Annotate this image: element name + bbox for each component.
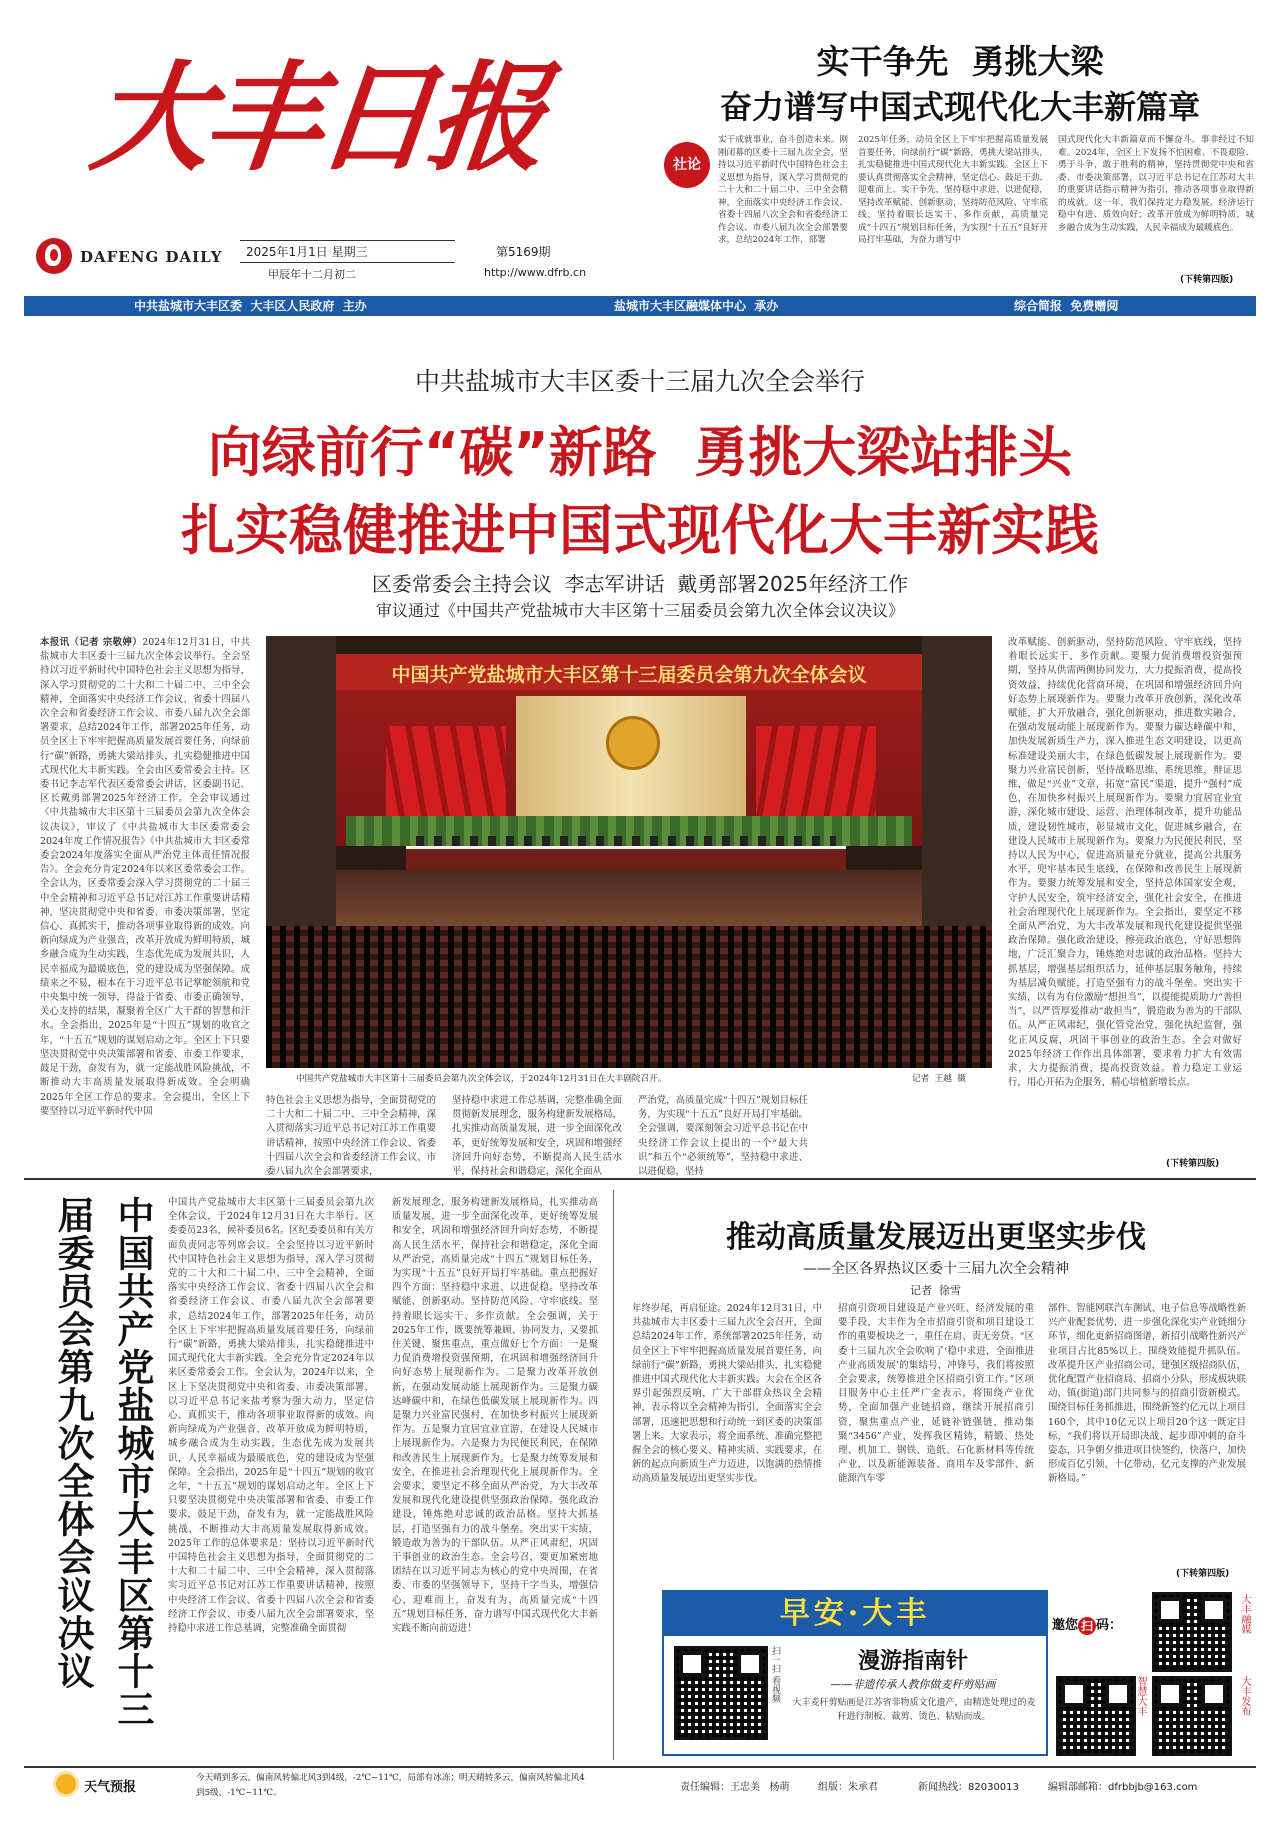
editorial-badge-label: 社论 [673,157,701,173]
resolution-column-2: 新发展理念，服务构建新发展格局，扎实推动高质量发展，进一步全面深化改革，更好统筹发展和安全，巩固和增强经济回升向好态势，不断提高人民生活水平，保持社会和谐稳定，深化全面从严治党，高质量完成“十四五”规划目标任务，为实现“十五五”良好开局打牢基础。重点把握好四个方面：坚持稳中求进、以进促稳。坚持改革赋能、创新驱动。坚持防范风险、守牢底线。坚持着眼长远实干、多作贡献。全会强调，关于2025年工作，既要统筹兼顾、协同发力，又要抓住关键、聚焦重点，重点做好七个方面：一是聚力促消费增投资强预期，在巩固和增强经济回升向好态势上展现新作为。二是聚力改革开放创新，在强动发展动能上展现新作为。三是聚力碳达峰碳中和，在绿色低碳发展上展现新作为。四是聚力兴业富民强村，在加快乡村振兴上展现新作为。五是聚力宜居宜业宜游，在建设人民城市上展现新作为。六是聚力为民便民利民，在保障和改善民生上展现新作为。七是聚力统筹发展和安全，在推进社会治理现代化上展现新作为。全会要求，要坚定不移全面从严治党，为大丰改革发展和现代化建设提供坚强政治保障。强化政治建设，锤炼绝对忠诚的政治品格。坚持大抓基层，打造坚强有力的战斗堡垒。突出实干实绩，锻造敢为善为的干部队伍。从严正风肃纪，巩固干事创业的政治生态。全会号召，要更加紧密地团结在以习近平同志为核心的党中央周围，在省委、市委的坚强领导下，坚持干字当头，增强信心，迎难而上，奋发有为，高质量完成“十四五”规划目标任务，奋力谱写中国式现代化大丰新实践不断向前迈进！ [392,1197,598,1635]
editorial-col-3: 国式现代化大丰新篇章而不懈奋斗。事非经过不知难。2024年，全区上下发扬不怕困难、不畏艰险、勇于斗争，敢于胜利的精神，坚持贯彻党中央和省委、市委决策部署，以习近平总书记在江苏对大丰的重要讲话指示精神为指引，推动各项事业取得新的成就。这一年，我们保持定力稳发展，经济运行稳中有进、质效向好；改革开放成为鲜明特质，城乡融合成为生动实践，人民幸福成为最暖底色。 [1058,135,1254,233]
sponsor-host: 中共盐城市大丰区委 大丰区人民政府 主办 [134,299,367,313]
second-column-3: 部件、智能网联汽车测试、电子信息等战略性新兴产业配套优势，进一步强化深化实产业链细分环节，细化更新招商图谱，新招引战略性新兴产业项目占比85%以上。围绕效能提升抓队伍。改革提升区产业招商公司，建强区级招商队伍，优化配置产业招商局、招商小分队，形成板块联动、镇(街道)部门共同参与的招商引资新模式。围绕目标任务抓推进，围绕新签约亿元以上项目160个，其中10亿元以上项目20个这一既定目标，“我们将以开局即决战、起步即冲刺的奋斗姿态，只争朝夕推进项目快签约，快落户，加快形成百亿引领，十亿带动，亿元支撑的产业发展新格局。” [1048,1303,1246,1485]
lead-right-column: 改革赋能、创新驱动，坚持防范风险、守牢底线，坚持着眼长远实干、多作贡献。要聚力促消费增投资强预期，坚持从供需两侧协同发力，大力提振消费，提高投资效益，持续优化营商环境，在巩固和增强经济回升向好态势上展现新作为。要聚力改革开放创新，深化改革赋能，扩大开放融合，强化创新驱动，推进数实融合，在强动发展动能上展现新作为。要聚力碳达峰碳中和，加快发展新质生产力，深入推进生态文明建设，以更高标准建设美丽大丰，在绿色低碳发展上展现新作为。要聚力兴业富民创新，坚持战略思维、系统思维，辩证思维，做足“兴业”文章，拓宽“富民”渠道，提升“强村”成色，在加快乡村振兴上展现新作为。要聚力宜居宜业宜游，深化城市建设、运营、治理体制改革，提升功能品质，建设韧性城市，彰显城市文化，促进城乡融合，在建设人民城市上展现新作为。要聚力为民便民利民，坚持以人民为中心，促进高质量充分就业，提高公共服务水平，兜牢基本民生底线，在保障和改善民生上展现新作为。要聚力统筹发展和安全，坚持总体国家安全观，守护人民安全，筑牢经济安全，强化社会安全，在推进社会治理现代化上展现新作为。全会指出，要坚定不移全面从严治党，为大丰改革发展和现代化建设提供坚强政治保障。强化政治建设，擦亮政治底色，守好思想阵地，广泛汇聚合力，锤炼绝对忠诚的政治品格。坚持大抓基层，增强基层组织活力，延伸基层服务触角，持续为基层减负赋能，打造坚强有力的战斗堡垒。突出实干实绩，以有为有位激励“想担当”，以提能提质助力“善担当”，以严管厚爱推动“敢担当”，锻造敢为善为的干部队伍。从严正风肃纪，强化管党治党，强化执纪监督，强化正风反腐，巩固干事创业的政治生态。全会对做好2025年经济工作作出具体部署，要求着力扩大有效需求，大力提振消费，提高投资效益。着力稳定工业运行，用心开拓为企服务，精心培植新增长点。 [1008,637,1242,1089]
lead-subhead-1: 区委常委会主持会议 李志军讲话 戴勇部署2025年经济工作 [371,572,909,596]
weather-icon [56,1774,76,1794]
footer-email[interactable]: 编辑部邮箱：dfrbbjb@163.com [1048,1782,1198,1793]
free-distribution: 综合简报 免费赠阅 [1014,299,1119,313]
newspaper-title: 大丰日报 [85,48,548,187]
lead-left-text: 2024年12月31日，中共盐城市大丰区委十三届九次全体会议举行。全会坚持以习近平新时代中国特色社会主义思想为指导，深入学习贯彻党的二十大和二十届二中、三中全会精神，全面落实中央经济工作会议、省委十四届八次全会和省委经济工作会议、市委八届九次全会部署要求，总结2024年工作，部署2025年任务，动员全区上下牢牢把握高质量发展首要任务，向绿前行“碳”新路，勇挑大梁站排头，扎实稳健推进中国式现代化大丰新实践。全会由区委常委会主持。区委书记李志军代表区委常委会讲话，区委副书记、区长戴勇部署2025年经济工作。全会审议通过《中共盐城市大丰区第十三届委员会第九次全体会议决议》，审议了《中共盐城市大丰区委常委会2024年度工作情况报告》《中共盐城市大丰区委常委会2024年度落实全面从严治党主体责任情况报告》。全会充分肯定2024年以来区委常委会工作。全会认为，区委常委会深入学习贯彻党的二十届三中全会精神和习近平总书记对江苏工作重要讲话精神，坚决贯彻党中央和省委、市委决策部署，坚定信心、真抓实干，推动各项事业取得新的成效。向新向绿成为产业强音，改革开放成为鲜明特质，城乡融合成为生动实践，生态优先成为发展共识，人民幸福成为最暖底色，党的建设成为坚强保障。成绩来之不易，根本在于习近平总书记掌舵领航和党中央集中统一领导，得益于省委、市委正确领导，关心支持的结果，凝聚着全区广大干群的智慧和汗水。全会指出，2025年是“十四五”规划的收官之年，“十五五”规划的谋划启动之年。全区上下只要坚决贯彻党中央决策部署和省委、市委工作要求，鼓足干劲，奋发有为，就一定能战胜风险挑战，不断推动大丰高质量发展取得新成效。全会明确2025年全区工作总的要求。全会提出，全区上下要坚持以习近平新时代中国 [40,637,250,1117]
slogan-line-2: 奋力谱写中国式现代化大丰新篇章 [719,88,1200,126]
editorial [660,130,1260,290]
qr-code-dafeng-media[interactable] [1152,1592,1232,1672]
logo-icon [36,238,72,274]
sponsor-bar [24,296,1256,316]
website-url[interactable]: http://www.dfrb.cn [484,266,587,279]
assembly-photo [266,636,992,1068]
footer-editor: 责任编辑：王忠美 杨萌 [680,1782,790,1793]
promo-title: 漫游指南针 [857,1648,968,1674]
editorial-col-1: 实干成就事业，奋斗创造未来。刚刚闭幕的区委十三届九次全会，坚持以习近平新时代中国特色社会主义思想为指导，深入学习贯彻党的二十大和二十届二中、三中全会精神，全面落实中央经济工作会议、省委十四届八次全会和省委经济工作会议、市委八届九次全会部署要求，总结2024年工作，部署 [718,135,848,245]
lead-bottom-column-3: 坚持稳中求进工作总基调，完整准确全面贯彻新发展理念，服务构建新发展格局，扎实推动高质量发展，进一步全面深化改革，更好统筹发展和安全，巩固和增强经济回升向好态势，不断提高人民生活水平，保持社会和谐稳定，深化全面从 [452,1095,622,1178]
promo-description: 大丰麦秆剪贴画是江苏省非物质文化遗产，由精选处理过的麦秆进行制板、裁剪、烫色、粘贴而成。 [792,1698,1036,1722]
scan-icon-label: 扫 [1081,1618,1094,1633]
lead-bottom-column-4: 严治党，高质量完成“十四五”规划目标任务，为实现“十五五”良好开局打牢基础。全会强调，要深刻领会习近平总书记在中央经济工作会议上提出的一个“最大共识”和五个“必须统筹”，坚持稳中求进、以进促稳，坚持 [638,1095,808,1178]
footer-layout: 组版：朱承君 [818,1782,878,1793]
lunar-date: 甲辰年十二月初二 [268,268,356,281]
invite-text [1052,1614,1122,1635]
promo-qr-label: 扫一扫 看视频 [770,1646,780,1703]
qr-label-dafeng-release: 大丰发布 [1239,1676,1250,1716]
section-divider [24,1178,1256,1180]
invite-suffix: 码： [1096,1618,1123,1633]
english-name: DAFENG DAILY [80,248,223,266]
editorial-col-2: 2025年任务，动员全区上下牢牢把握高质量发展首要任务，向绿前行“碳”新路，勇挑大梁站排头，扎实稳健推进中国式现代化大丰新实践。全区上下要认真贯彻落实全会精神，坚定信心、鼓足干劲、迎难而上、实干争先，坚持稳中求进、以进促稳，坚持改革赋能、创新驱动，坚持防范风险、守牢底线，坚持着眼长远实干、多作贡献，高质量完成“十四五”规划目标任务，为实现“十五五”良好开局打牢基础，为奋力谱写中 [858,135,1048,245]
editorial-continue[interactable]: (下转第四版) [1180,275,1234,285]
promo-qr-code[interactable] [674,1646,768,1740]
second-continue[interactable]: (下转第四版) [1176,1569,1230,1579]
issue-number: 第5169期 [496,245,551,259]
sponsor-organizer: 盐城市大丰区融媒体中心 承办 [614,299,779,313]
lead-headline-1: 向绿前行“碳”新路 勇挑大梁站排头 [207,421,1073,484]
second-subhead: ——全区各界热议区委十三届九次全会精神 [803,1261,1069,1277]
lead-headline-2: 扎实稳健推进中国式现代化大丰新实践 [181,499,1099,562]
second-headline: 推动高质量发展迈出更坚实步伐 [726,1220,1146,1255]
weather-forecast-line-1: 今天晴到多云，偏南风转偏北风3到4级，-2℃~11℃，局部有冰冻；明天晴转多云，偏南风转偏北风4 [196,1773,585,1783]
qr-label-dafeng-media: 大丰融媒 [1239,1594,1250,1634]
second-column-1: 年终岁尾，再启征途。2024年12月31日，中共盐城市大丰区委十三届九次全会召开，全面总结2024年工作，系统部署2025年任务，动员全区上下牢牢把握高质量发展首要任务，向绿前行“碳”新路，勇挑大梁站排头，扎实稳健推进中国式现代化大丰新实践。大会在全区各界引起强烈反响，广大干部群众热议全会精神，表示将以全会精神为指引，全面落实全会部署，迅速把思想和行动统一到区委的决策部署上来。大家表示，将全面系统、准确完整把握全会的核心要义、精神实质、实践要求，在新的起点向新质生产力迈进，以饱满的热情推动高质量发展迈出更坚实步伐。 [632,1303,822,1485]
lead-left-column [40,636,250,1168]
weather-label: 天气预报 [84,1780,137,1795]
qr-invite [1052,1590,1258,1754]
promo-subtitle: ——非遗传承人教你做麦秆剪贴画 [830,1678,996,1691]
footer-hotline: 新闻热线：82030013 [918,1782,1019,1793]
resolution-column-1: 中国共产党盐城市大丰区第十三届委员会第九次全体会议，于2024年12月31日在大丰举行。区委委员23名，候补委员6名。区纪委委员和有关方面负责同志等列席会议。全会坚持以习近平新时代中国特色社会主义思想为指导，深入学习贯彻党的二十大和二十届二中、三中全会精神，全面落实中央经济工作会议、省委十四届八次全会和省委经济工作会议、市委八届九次全会部署要求，总结2024年工作，部署2025年任务，动员全区上下牢牢把握高质量发展首要任务，向绿前行“碳”新路，勇挑大梁站排头，扎实稳健推进中国式现代化大丰新实践。全会充分肯定2024年以来区委常委会工作。全会认为，2024年以来，全区上下坚决贯彻党中央和省委、市委决策部署，以习近平总书记来盐考察为强大动力，坚定信心、真抓实干，推动各项事业取得新的成效。向新向绿成为产业强音，改革开放成为鲜明特质，城乡融合成为生动实践，生态优先成为发展共识，人民幸福成为最暖底色，党的建设成为坚强保障。全会指出，2025年是“十四五”规划的收官之年，“十五五”规划的谋划启动之年。全区上下只要坚决贯彻党中央决策部署和省委、市委工作要求，鼓足干劲，奋发有为，就一定能战胜风险挑战，不断推动大丰高质量发展取得新成效。2025年工作的总体要求是：坚持以习近平新时代中国特色社会主义思想为指导，全面贯彻党的二十大和二十届二中、三中全会精神，深入贯彻落实习近平总书记对江苏工作重要讲话精神，按照中央经济工作会议、省委十四届八次全会和省委经济工作会议、市委八届九次全会部署要求，坚持稳中求进工作总基调，完整准确全面贯彻 [168,1197,374,1635]
qr-code-dafeng-release[interactable] [1152,1676,1232,1756]
lead-subhead-2: 审议通过《中国共产党盐城市大丰区第十三届委员会第九次全体会议决议》 [375,601,904,620]
editorial-badge [664,142,710,188]
photo-caption: 中国共产党盐城市大丰区第十三届委员会第九次全体会议，于2024年12月31日在大丰剧院召开。 [296,1074,667,1084]
second-byline: 记者 徐雪 [910,1284,961,1297]
qr-label-smart-dafeng: 智慧大丰 [1135,1676,1146,1716]
scan-icon [1078,1617,1096,1635]
invite-prefix: 邀您 [1052,1618,1079,1633]
weather-forecast-line-2: 到5级，-1℃~11℃。 [196,1788,282,1798]
lead-bottom-column-2: 特色社会主义思想为指导，全面贯彻党的二十大和二十届二中、三中全会精神，深入贯彻落实习近平总书记对江苏工作重要讲话精神，按照中央经济工作会议、省委十四届八次全会和省委经济工作会议、市委八届九次全会部署要求， [266,1095,436,1178]
photo-banner-text: 中国共产党盐城市大丰区第十三届委员会第九次全体会议 [391,664,867,686]
lead-byline: 本报讯（记者 宗敬婷） [40,637,143,648]
issue-date: 2025年1月1日 星期三 [246,245,368,259]
slogan-line-1: 实干争先 勇挑大梁 [816,42,1104,81]
second-column-2: 招商引资项目建设是产业兴旺、经济发展的重要手段，大丰作为全市招商引资和项目建设工作的重要板块之一，重任在肩、责无旁贷。“区委十三届九次全会吹响了‘稳中求进，全面推进产业高质发展’的集结号，冲锋号，我们将按照全会要求，统筹推进全区招商引资工作。”区项目服务中心主任严广金表示，将围绕产业优势，全面加强产业链招商，继续开展招商引资，聚焦重点产业，延链补链强链，推动集聚“3456”产业，发挥我区精铸，精锻、热处理、机加工、钢铁、造纸、石化新材料等传统产业，以及新能源装备、商用车及零部件、新能源汽车零 [838,1303,1034,1485]
promo-box [662,1590,1048,1756]
qr-code-smart-dafeng[interactable] [1056,1676,1136,1756]
lead-kicker: 中共盐城市大丰区委十三届九次全会举行 [414,367,865,396]
lead-continue[interactable]: (下转第四版) [1166,1159,1220,1169]
photo-credit: 记者 王越 摄 [912,1074,966,1084]
resolution-title: 中国共产党盐城市大丰区第十三届委员会第九次全体会议决议 [51,1196,154,1728]
promo-banner: 早安·大丰 [664,1592,1046,1636]
